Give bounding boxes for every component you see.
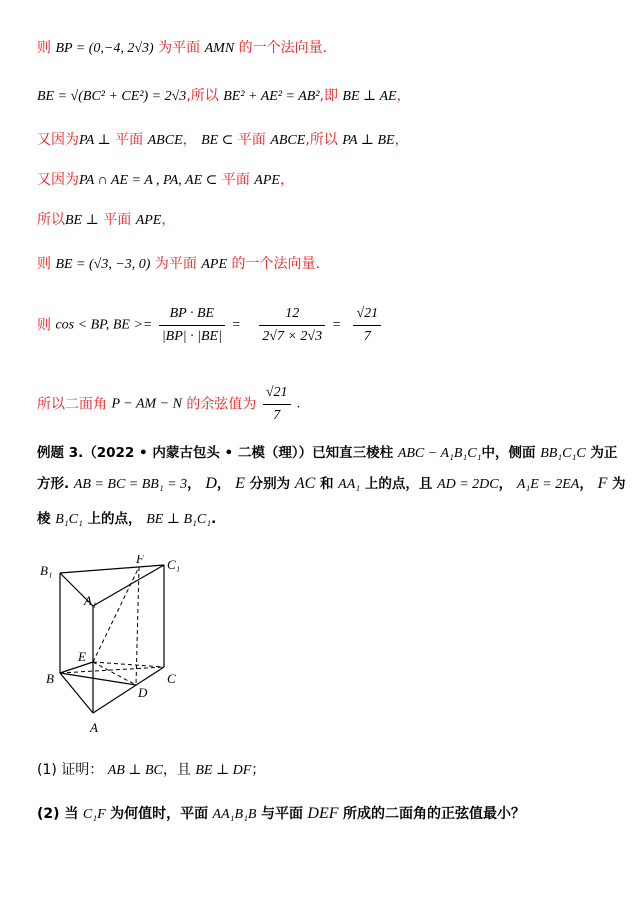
vector-be-value: BE = (√3, −3, 0) bbox=[55, 257, 151, 272]
example-3-line-3: 棱 B₁C₁ 上的点， BE ⊥ B₁C₁. bbox=[37, 511, 217, 527]
label-c1: C₁ bbox=[167, 557, 181, 572]
solution-line-8: 所以二面角 P − AM − N 的余弦值为 $\frac{√21}{7}$ . bbox=[37, 382, 301, 427]
example-title: 例题 3.（2022 • 内蒙古包头 • 二模（理））已知直三棱柱 bbox=[37, 445, 394, 461]
solution-line-5: 所以BE ⊥ 平面 APE， bbox=[37, 212, 176, 228]
cosine-fraction-2: $\frac{12}{2√7 \times 2√3}$ bbox=[259, 303, 325, 348]
solution-line-7: 则 cos < BP, BE >= $\frac{BP \cdot BE}{|BP| \cdot |BE|}$ = $\frac{12}{2√7 \times 2√3}$ = $\frac{√21}{7}$ bbox=[37, 303, 383, 348]
question-2: (2) 当 C₁F 为何值时，平面 AA₁B₁B 与平面 DEF 所成的二面角的正弦值最小？ bbox=[37, 805, 525, 822]
cosine-answer-fraction: $\frac{√21}{7}$ bbox=[263, 382, 291, 427]
label-f: F bbox=[136, 555, 144, 566]
label-d: D bbox=[138, 685, 148, 700]
vector-bp-value: BP = (0,−4, 2√3) bbox=[55, 41, 154, 56]
label-b1: B₁ bbox=[40, 563, 53, 578]
label-a1: A₁ bbox=[84, 593, 97, 608]
cosine-fraction-1: $\frac{BP \cdot BE}{|BP| \cdot |BE|}$ bbox=[159, 303, 225, 348]
solution-line-3: 又因为PA ⊥ 平面 ABCE， BE ⊂ 平面 ABCE,所以 PA ⊥ BE， bbox=[37, 132, 409, 148]
cosine-fraction-3: $\frac{√21}{7}$ bbox=[353, 303, 381, 348]
example-3-line-1: 例题 3.（2022 • 内蒙古包头 • 二模（理））已知直三棱柱 ABC − A₁B₁C₁中，侧面 BB₁C₁C 为正 bbox=[37, 445, 618, 461]
prism-figure bbox=[36, 555, 236, 745]
question-1: (1) 证明： AB ⊥ BC，且 BE ⊥ DF； bbox=[37, 762, 266, 778]
solution-line-2: BE = √(BC² + CE²) = 2√3,所以 BE² + AE² = AB²,即 BE ⊥ AE， bbox=[37, 88, 411, 104]
solution-line-4: 又因为PA ∩ AE = A , PA, AE ⊂ 平面 APE， bbox=[37, 172, 294, 188]
label-c: C bbox=[167, 671, 176, 686]
label-a: A bbox=[90, 720, 98, 735]
solution-line-1: 则 BP = (0,−4, 2√3) 为平面 AMN 的一个法向量. bbox=[37, 40, 328, 56]
solution-line-6: 则 BE = (√3, −3, 0) 为平面 APE 的一个法向量. bbox=[37, 256, 320, 272]
label-b: B bbox=[46, 671, 54, 686]
label-e: E bbox=[78, 649, 86, 664]
example-3-line-2: 方形. AB = BC = BB₁ = 3， D， E 分别为 AC 和 AA₁ 上的点，且 AD = 2DC， A₁E = 2EA， F 为 bbox=[37, 475, 626, 492]
